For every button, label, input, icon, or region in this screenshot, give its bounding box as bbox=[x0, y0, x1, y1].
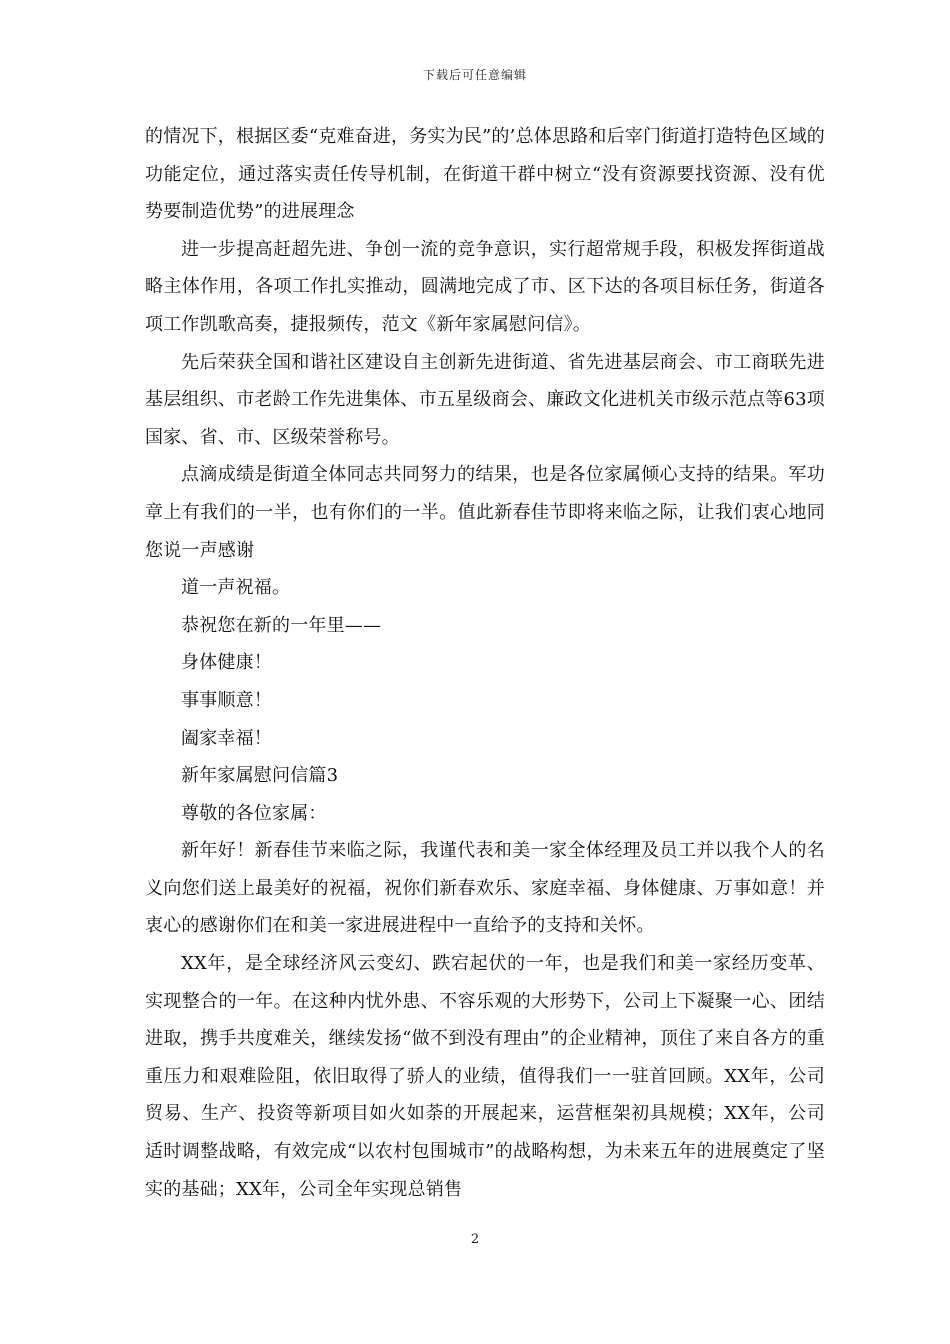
paragraph: 先后荣获全国和谐社区建设自主创新先进街道、省先进基层商会、市工商联先进基层组织、市老龄工作先进集体、市五星级商会、廉政文化进机关市级示范点等63项国家、省、市、区级荣誉称号。 bbox=[145, 351, 825, 448]
paragraph: 进一步提高赶超先进、争创一流的竞争意识，实行超常规手段，积极发挥街道战略主体作用，各项工作扎实推动，圆满地完成了市、区下达的各项目标任务，街道各项工作凯歌高奏，捷报频传，范文《新年家属慰问信》。 bbox=[145, 238, 825, 335]
paragraph: 的情况下，根据区委“克难奋进，务实为民”的’总体思路和后宰门街道打造特色区域的功能定位，通过落实责任传导机制，在街道干群中树立“没有资源要找资源、没有优势要制造优势”的进展理念 bbox=[145, 126, 825, 223]
text-line: 事事顺意！ bbox=[181, 689, 272, 711]
page-header: 下载后可任意编辑 bbox=[422, 68, 527, 82]
salutation: 尊敬的各位家属： bbox=[181, 802, 327, 824]
section-title: 新年家属慰问信篇3 bbox=[181, 765, 339, 787]
document-body bbox=[145, 118, 825, 1208]
text-line: 阖家幸福！ bbox=[181, 727, 272, 749]
text-line: 恭祝您在新的一年里—— bbox=[181, 614, 382, 636]
text-line: 身体健康！ bbox=[181, 652, 272, 674]
paragraph: 点滴成绩是街道全体同志共同努力的结果，也是各位家属倾心支持的结果。军功章上有我们的一半，也有你们的一半。值此新春佳节即将来临之际，让我们衷心地同您说一声感谢 bbox=[145, 464, 825, 561]
paragraph: XX年，是全球经济风云变幻、跌宕起伏的一年，也是我们和美一家经历变革、实现整合的一年。在这种内忧外患、不容乐观的大形势下，公司上下凝聚一心、团结进取，携手共度难关，继续发扬“做不到没有理由”的企业精神，顶住了来自各方的重重压力和艰难险阻，依旧取得了骄人的业绩，值得我们一一驻首回顾。XX年，公司贸易、生产、投资等新项目如火如荼的开展起来，运营框架初具规模；XX年，公司适时调整战略，有效完成“以农村包围城市”的战略构想，为未来五年的进展奠定了坚实的基础；XX年，公司全年实现总销售 bbox=[145, 953, 825, 1200]
text-line: 道一声祝福。 bbox=[181, 577, 291, 599]
paragraph: 新年好！新春佳节来临之际，我谨代表和美一家全体经理及员工并以我个人的名义向您们送上最美好的祝福，祝你们新春欢乐、家庭幸福、身体健康、万事如意！并衷心的感谢你们在和美一家进展进程中一直给予的支持和关怀。 bbox=[145, 840, 825, 937]
page-number: 2 bbox=[470, 1232, 480, 1247]
